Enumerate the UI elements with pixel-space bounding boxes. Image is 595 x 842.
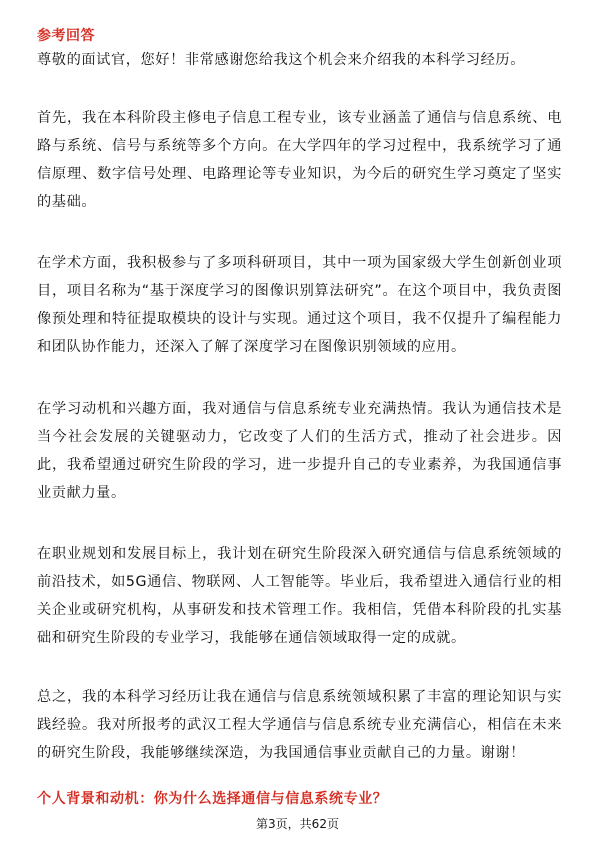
paragraph-career: 在职业规划和发展目标上，我计划在研究生阶段深入研究通信与信息系统领域的前沿技术，如5G通信、物联网、人工智能等。毕业后，我希望进入通信行业的相关企业或研究机构，从事研发和技术管理工作。我相信，凭借本科阶段的扎实基础和研究生阶段的专业学习，我能够在通信领域取得一定的成就。 <box>37 546 562 646</box>
paragraph-conclusion: 总之，我的本科学习经历让我在通信与信息系统领域积累了丰富的理论知识与实践经验。我对所报考的武汉工程大学通信与信息系统专业充满信心，相信在未来的研究生阶段，我能够继续深造，为我国通信事业贡献自己的力量。谢谢！ <box>37 689 562 761</box>
paragraph-motivation: 在学习动机和兴趣方面，我对通信与信息系统专业充满热情。我认为通信技术是当今社会发展的关键驱动力，它改变了人们的生活方式，推动了社会进步。因此，我希望通过研究生阶段的学习，进一步提升自己的专业素养，为我国通信事业贡献力量。 <box>37 401 562 501</box>
paragraph-major: 首先，我在本科阶段主修电子信息工程专业，该专业涵盖了通信与信息系统、电路与系统、信号与系统等多个方向。在大学四年的学习过程中，我系统学习了通信原理、数字信号处理、电路理论等专业知识，为今后的研究生学习奠定了坚实的基础。 <box>37 110 562 210</box>
paragraph-research: 在学术方面，我积极参与了多项科研项目，其中一项为国家级大学生创新创业项目，项目名称为“基于深度学习的图像识别算法研究”。在这个项目中，我负责图像预处理和特征提取模块的设计与实现。通过这个项目，我不仅提升了编程能力和团队协作能力，还深入了解了深度学习在图像识别领域的应用。 <box>37 255 562 355</box>
next-question-heading: 个人背景和动机：你为什么选择通信与信息系统专业？ <box>37 791 388 807</box>
page-number: 第3页，共62页 <box>256 817 339 831</box>
answer-heading: 参考回答 <box>37 28 95 44</box>
paragraph-greeting: 尊敬的面试官，您好！非常感谢您给我这个机会来介绍我的本科学习经历。 <box>37 52 525 68</box>
